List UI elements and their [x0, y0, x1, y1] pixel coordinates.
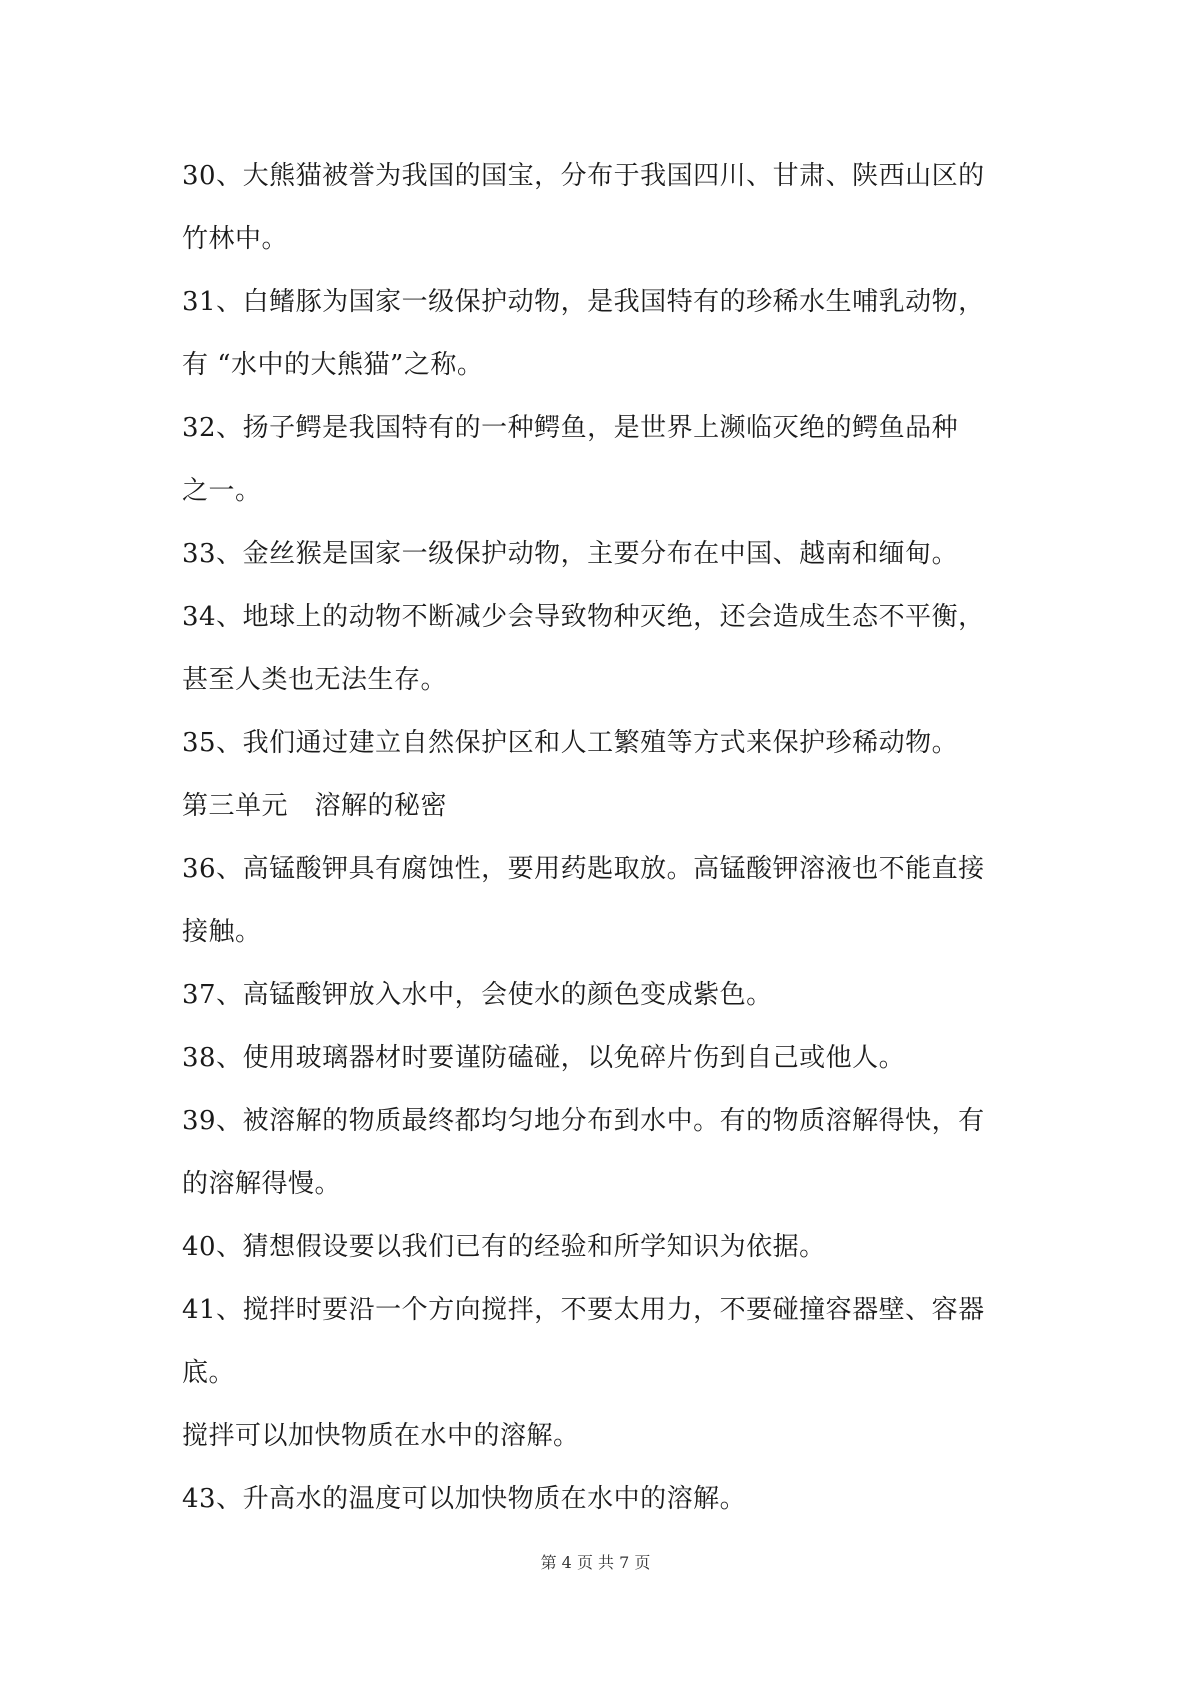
text-line: 竹林中。	[182, 224, 289, 254]
section-heading: 第三单元 溶解的秘密	[182, 791, 448, 821]
text-line: 36、高锰酸钾具有腐蚀性，要用药匙取放。高锰酸钾溶液也不能直接	[182, 854, 985, 884]
text-line: 32、扬子鳄是我国特有的一种鳄鱼，是世界上濒临灭绝的鳄鱼品种	[182, 413, 959, 443]
text-line: 41、搅拌时要沿一个方向搅拌，不要太用力，不要碰撞容器壁、容器	[182, 1295, 985, 1325]
text-line: 43、升高水的温度可以加快物质在水中的溶解。	[182, 1484, 747, 1514]
document-body	[182, 145, 1022, 1531]
text-line: 底。	[182, 1358, 236, 1388]
text-line: 30、大熊猫被誉为我国的国宝，分布于我国四川、甘肃、陕西山区的	[182, 161, 985, 191]
text-line: 40、猜想假设要以我们已有的经验和所学知识为依据。	[182, 1232, 826, 1262]
text-line: 接触。	[182, 917, 262, 947]
text-line: 搅拌可以加快物质在水中的溶解。	[182, 1421, 580, 1451]
text-line: 33、金丝猴是国家一级保护动物，主要分布在中国、越南和缅甸。	[182, 539, 959, 569]
page-number-footer: 第 4 页 共 7 页	[540, 1553, 651, 1572]
text-line: 31、白鳍豚为国家一级保护动物，是我国特有的珍稀水生哺乳动物，	[182, 287, 985, 317]
text-line: 35、我们通过建立自然保护区和人工繁殖等方式来保护珍稀动物。	[182, 728, 959, 758]
text-line: 34、地球上的动物不断减少会导致物种灭绝，还会造成生态不平衡，	[182, 602, 985, 632]
text-line: 的溶解得慢。	[182, 1169, 342, 1199]
text-line: 甚至人类也无法生存。	[182, 665, 448, 695]
text-line: 有 “水中的大熊猫”之称。	[182, 350, 484, 380]
text-line: 37、高锰酸钾放入水中，会使水的颜色变成紫色。	[182, 980, 773, 1010]
text-line: 之一。	[182, 476, 262, 506]
text-line: 38、使用玻璃器材时要谨防磕碰，以免碎片伤到自己或他人。	[182, 1043, 906, 1073]
text-line: 39、被溶解的物质最终都均匀地分布到水中。有的物质溶解得快，有	[182, 1106, 985, 1136]
